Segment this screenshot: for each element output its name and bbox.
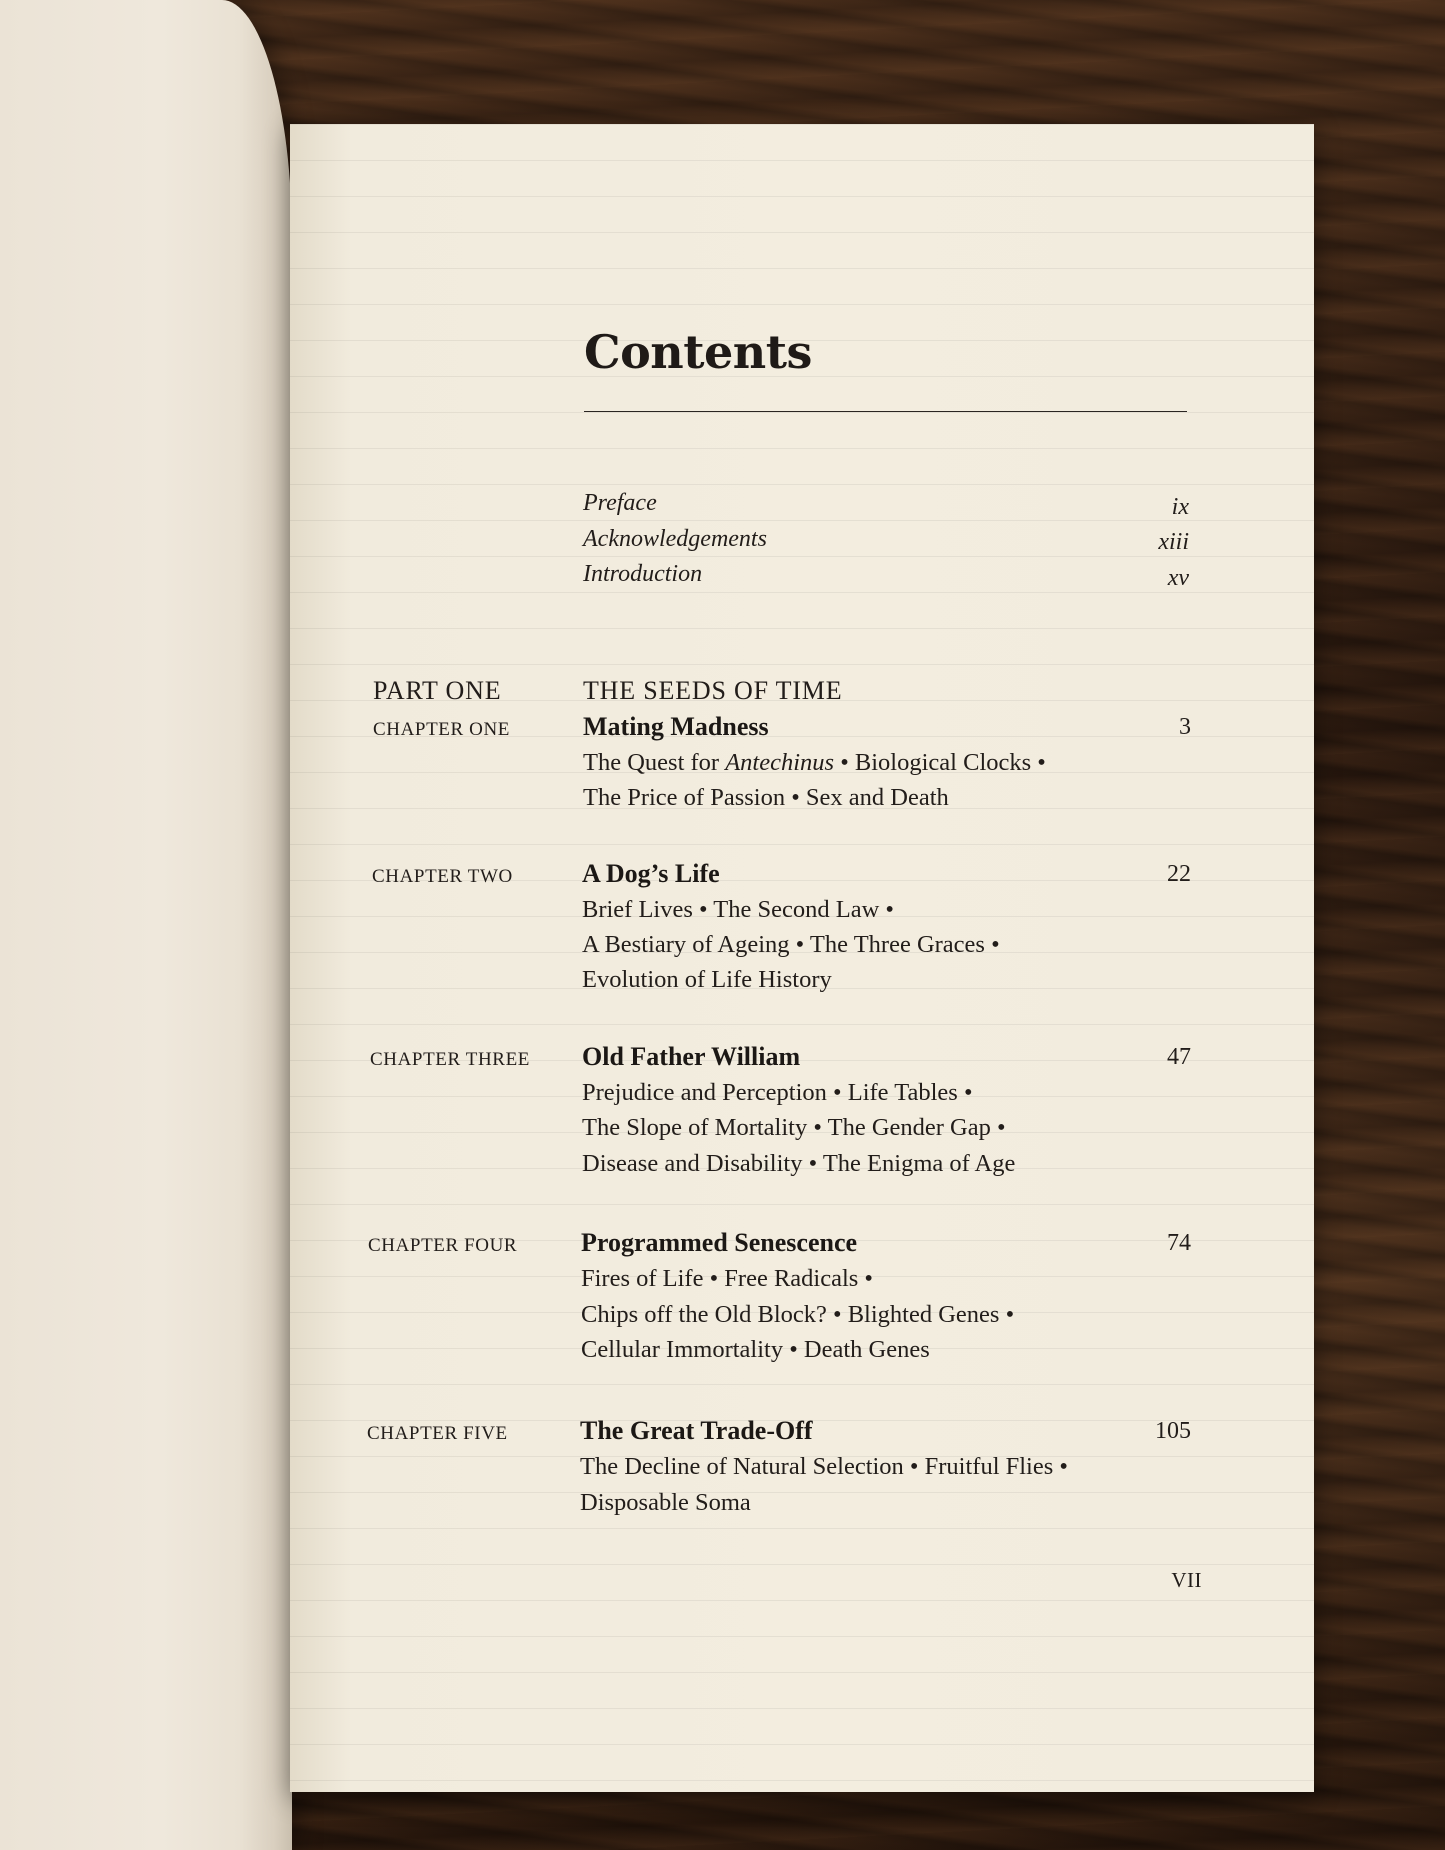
chapter-four-title: Programmed Senescence bbox=[581, 1228, 858, 1257]
chapter-two-subtopics-line-2: A Bestiary of Ageing • The Three Graces • bbox=[582, 931, 1000, 958]
chapter-three-subtopics-line-2: The Slope of Mortality • The Gender Gap • bbox=[582, 1114, 1006, 1141]
chapter-one-title: Mating Madness bbox=[583, 712, 769, 741]
part-label: PART ONE bbox=[373, 676, 502, 705]
front-matter-acknowledgements: Acknowledgements bbox=[583, 526, 767, 552]
chapter-two-label: CHAPTER TWO bbox=[372, 866, 513, 887]
page-title: Contents bbox=[584, 325, 812, 379]
front-matter-introduction-page: xv bbox=[1167, 565, 1189, 591]
chapter-two-page: 22 bbox=[1167, 861, 1191, 887]
chapter-five-page: 105 bbox=[1155, 1418, 1191, 1444]
chapter-three-subtopics-line-1: Prejudice and Perception • Life Tables • bbox=[582, 1079, 973, 1106]
title-rule bbox=[584, 411, 1187, 412]
chapter-one-page: 3 bbox=[1179, 714, 1191, 740]
chapter-four-subtopics-line-1: Fires of Life • Free Radicals • bbox=[581, 1265, 874, 1292]
chapter-three-subtopics-line-3: Disease and Disability • The Enigma of Age bbox=[582, 1150, 1016, 1177]
chapter-four-subtopics-line-3: Cellular Immortality • Death Genes bbox=[581, 1336, 930, 1363]
chapter-four-page: 74 bbox=[1167, 1230, 1191, 1256]
chapter-two-title: A Dog’s Life bbox=[582, 859, 720, 888]
chapter-five-subtopics-line-1: The Decline of Natural Selection • Fruitful Flies • bbox=[580, 1453, 1068, 1480]
chapter-three-page: 47 bbox=[1167, 1044, 1191, 1070]
front-matter-preface: Preface bbox=[583, 490, 657, 516]
front-matter-acknowledgements-page: xiii bbox=[1158, 529, 1189, 555]
chapter-three-title: Old Father William bbox=[582, 1042, 801, 1071]
page-number: VII bbox=[1171, 1568, 1202, 1592]
chapter-one-label: CHAPTER ONE bbox=[373, 719, 510, 740]
chapter-five-title: The Great Trade-Off bbox=[580, 1416, 813, 1445]
chapter-five-subtopics-line-2: Disposable Soma bbox=[580, 1489, 751, 1516]
left-page bbox=[0, 0, 292, 1850]
chapter-one-subtopics-line-2: The Price of Passion • Sex and Death bbox=[583, 784, 949, 811]
chapter-five-label: CHAPTER FIVE bbox=[367, 1423, 508, 1444]
front-matter-introduction: Introduction bbox=[583, 561, 703, 587]
chapter-four-label: CHAPTER FOUR bbox=[368, 1235, 518, 1256]
chapter-two-subtopics-line-1: Brief Lives • The Second Law • bbox=[582, 896, 894, 923]
chapter-four-subtopics-line-2: Chips off the Old Block? • Blighted Genes • bbox=[581, 1301, 1015, 1328]
chapter-two-subtopics-line-3: Evolution of Life History bbox=[582, 966, 832, 993]
chapter-one-subtopics-line-1: The Quest for Antechinus • Biological Clocks • bbox=[583, 749, 1046, 776]
part-title: THE SEEDS OF TIME bbox=[583, 676, 843, 705]
front-matter-preface-page: ix bbox=[1171, 494, 1189, 520]
chapter-three-label: CHAPTER THREE bbox=[370, 1049, 530, 1070]
